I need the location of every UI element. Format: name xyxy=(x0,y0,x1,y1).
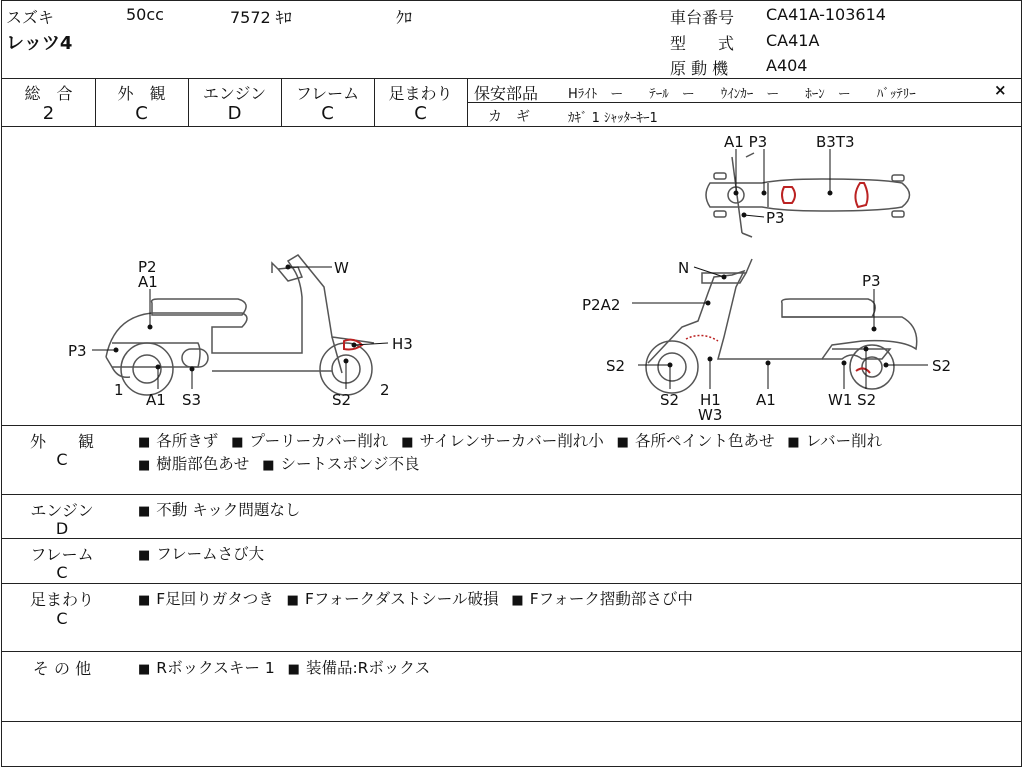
label-left-1: 1 xyxy=(114,381,124,399)
notes-engine-line-1: ■ 不動 キック問題なし xyxy=(138,501,301,519)
engine-label: 原 動 機 xyxy=(670,59,729,78)
notes-frame-title: フレーム xyxy=(30,545,94,564)
grade-suspension-label: 足まわり xyxy=(388,84,453,103)
notes-exterior-line-1: ■ 各所きず ■ プーリーカバー削れ ■ サイレンサーカバー削れ小 ■ 各所ペイント色あせ ■ レバー削れ xyxy=(138,432,883,450)
inspection-sheet xyxy=(1,0,1022,767)
notes-engine-title: エンジン xyxy=(30,501,94,520)
label-top-a1p3: A1 P3 xyxy=(724,133,768,151)
label-right-s2-rear: S2 xyxy=(932,357,952,375)
notes-engine-grade: D xyxy=(55,519,69,538)
mileage: 7572 ｷﾛ xyxy=(230,8,292,27)
label-left-s2: S2 xyxy=(332,391,352,409)
label-left-a1-bottom: A1 xyxy=(146,391,166,409)
label-right-s2-bottom: S2 xyxy=(660,391,680,409)
type-label: 型 式 xyxy=(670,34,735,53)
label-right-s2-left: S2 xyxy=(606,357,626,375)
safety-items: Hﾗｲﾄ ー ﾃｰﾙ ー ｳｲﾝｶｰ ー ﾎｰﾝ ー ﾊﾞｯﾃﾘｰ xyxy=(568,87,916,102)
label-left-w: W xyxy=(334,259,349,277)
label-left-p2: P2 xyxy=(138,258,157,276)
key-label: カ ギ xyxy=(488,109,530,125)
grade-suspension-value: C xyxy=(414,103,427,124)
grade-exterior-value: C xyxy=(135,103,148,124)
grade-engine-label: エンジン xyxy=(202,84,267,103)
label-top-b3t3: B3T3 xyxy=(816,133,855,151)
notes-suspension-title: 足まわり xyxy=(29,590,94,609)
label-left-a1: A1 xyxy=(138,273,158,291)
label-right-w3: W3 xyxy=(698,406,723,424)
grade-frame-label: フレーム xyxy=(295,84,360,103)
color: ｸﾛ xyxy=(396,8,413,27)
label-left-p3: P3 xyxy=(68,342,87,360)
notes-frame-grade: C xyxy=(56,563,68,582)
label-right-w1s2: W1 S2 xyxy=(828,391,877,409)
grade-frame-value: C xyxy=(321,103,334,124)
grade-overall-value: 2 xyxy=(42,103,55,124)
label-right-h1: H1 xyxy=(700,391,721,409)
notes-frame-line-1: ■ フレームさび大 xyxy=(138,545,265,563)
engine-value: A404 xyxy=(766,56,808,75)
notes-exterior-grade: C xyxy=(56,450,68,469)
label-right-p2a2: P2A2 xyxy=(582,296,621,314)
label-top-p3: P3 xyxy=(766,209,785,227)
damage-diagram xyxy=(2,127,1021,425)
safety-label: 保安部品 xyxy=(474,84,539,103)
displacement: 50cc xyxy=(126,5,164,24)
notes-suspension-line-1: ■ F足回りガタつき ■ Fフォークダストシール破損 ■ Fフォーク摺動部さび中 xyxy=(138,590,693,608)
battery-mark: × xyxy=(994,81,1007,99)
label-right-p3: P3 xyxy=(862,272,881,290)
key-value: ｶｷﾞ 1 ｼｬｯﾀｰｷｰ1 xyxy=(568,111,658,126)
notes-exterior-line-2: ■ 樹脂部色あせ ■ シートスポンジ不良 xyxy=(138,455,420,473)
grade-engine-value: D xyxy=(227,103,242,124)
label-right-a1: A1 xyxy=(756,391,776,409)
label-left-2: 2 xyxy=(380,381,390,399)
notes-suspension-grade: C xyxy=(56,609,68,628)
maker: スズキ xyxy=(6,8,55,27)
label-left-h3: H3 xyxy=(392,335,413,353)
label-left-s3: S3 xyxy=(182,391,202,409)
label-right-n: N xyxy=(678,259,690,277)
notes-other-line-1: ■ Rボックスキー 1 ■ 装備品:Rボックス xyxy=(138,659,431,677)
grade-exterior-label: 外 観 xyxy=(117,84,166,103)
notes-exterior-title: 外 観 xyxy=(29,432,94,451)
grade-overall-label: 総 合 xyxy=(24,84,73,103)
notes-other-title: そ の 他 xyxy=(32,659,92,678)
frame-no-label: 車台番号 xyxy=(670,8,735,27)
frame-no: CA41A-103614 xyxy=(766,5,886,24)
model-name: レッツ4 xyxy=(6,33,73,54)
type-value: CA41A xyxy=(766,31,820,50)
